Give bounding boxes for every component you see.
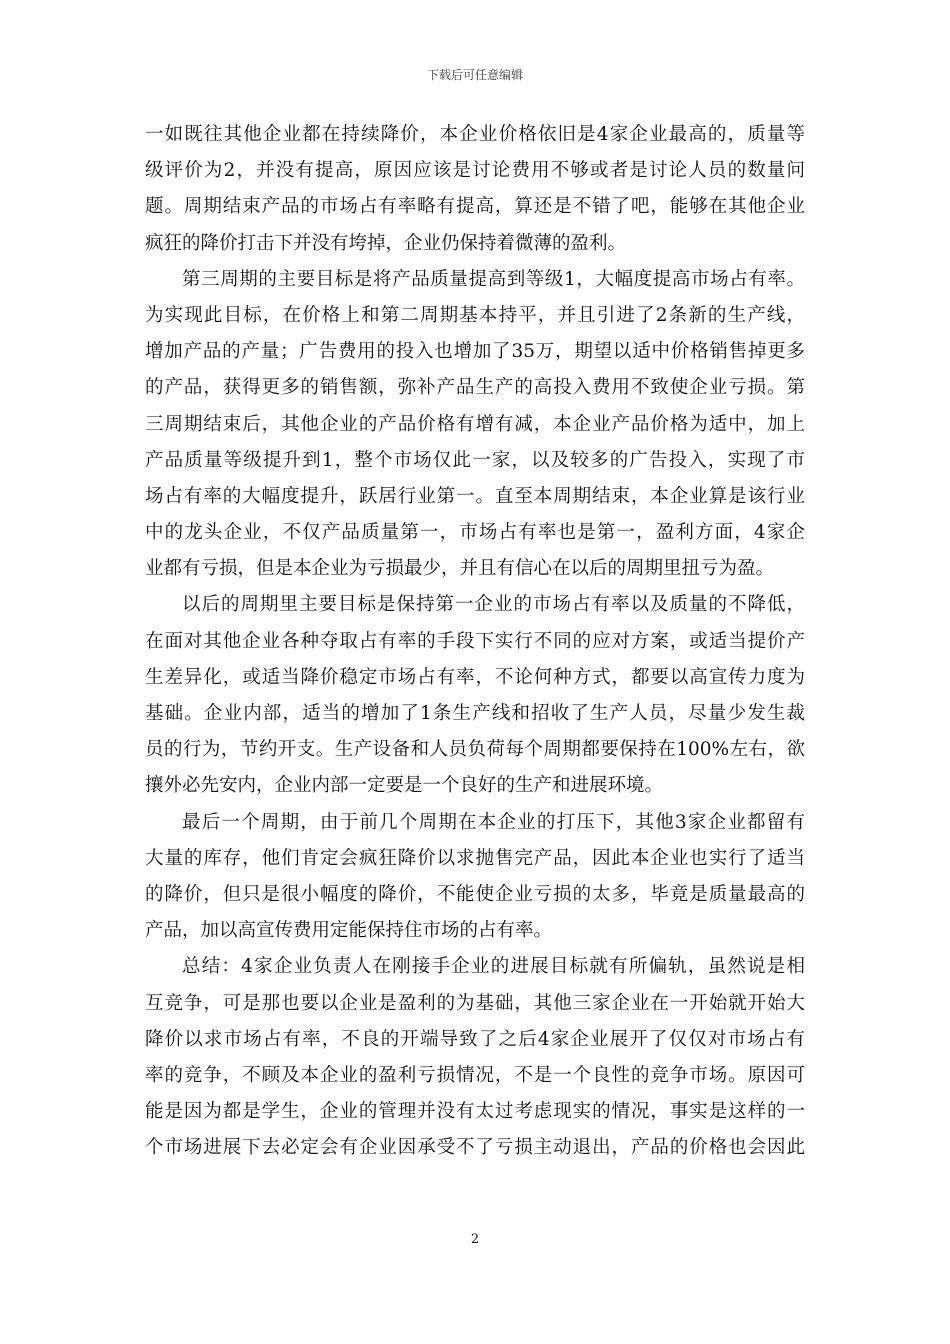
page-number: 2 [470,1232,480,1247]
text-line: 基础。企业内部，适当的增加了1条生产线和招收了生产人员，尽量少发生裁 [145,703,805,724]
text-line: 能是因为都是学生，企业的管理并没有太过考虑现实的情况，事实是这样的一 [145,1101,805,1123]
text-line: 的产品，获得更多的销售额，弥补产品生产的高投入费用不致使企业亏损。第 [145,377,805,399]
text-line: 第三周期的主要目标是将产品质量提高到等级1，大幅度提高市场占有率。 [182,268,805,290]
text-line: 产品质量等级提升到1，整个市场仅此一家，以及较多的广告投入，实现了市 [145,449,805,471]
paragraph [145,587,805,804]
text-line: 大量的库存，他们肯定会疯狂降价以求抛售完产品，因此本企业也实行了适当 [145,847,805,869]
text-line: 在面对其他企业各种夺取占有率的手段下实行不同的应对方案，或适当提价产 [145,630,805,652]
document-body [145,117,805,1166]
text-line: 以后的周期里主要目标是保持第一企业的市场占有率以及质量的不降低， [182,594,805,616]
paragraph [145,805,805,950]
text-line: 题。周期结束产品的市场占有率略有提高，算还是不错了吧，能够在其他企业 [145,196,805,218]
text-line: 级评价为2，并没有提高，原因应该是讨论费用不够或者是讨论人员的数量问 [145,160,805,182]
text-line: 中的龙头企业，不仅产品质量第一，市场占有率也是第一，盈利方面，4家企 [145,522,805,544]
paragraph [145,262,805,588]
text-line: 互竞争，可是那也要以企业是盈利的为基础，其他三家企业在一开始就开始大 [145,992,805,1014]
text-line: 产品，加以高宣传费用定能保持住市场的占有率。 [145,920,553,942]
text-line: 三周期结束后，其他企业的产品价格有增有减，本企业产品价格为适中，加上 [145,413,805,435]
text-line: 最后一个周期，由于前几个周期在本企业的打压下，其他3家企业都留有 [182,811,805,833]
text-line: 增加产品的产量；广告费用的投入也增加了35万，期望以适中价格销售掉更多 [145,341,805,363]
text-line: 场占有率的大幅度提升，跃居行业第一。直至本周期结束，本企业算是该行业 [145,485,805,507]
text-line: 疯狂的降价打击下并没有垮掉，企业仍保持着微薄的盈利。 [145,232,627,254]
text-line: 生差异化，或适当降价稳定市场占有率，不论何种方式，都要以高宣传力度为 [145,666,805,688]
text-line: 一如既往其他企业都在持续降价，本企业价格依旧是4家企业最高的，质量等 [145,124,805,145]
text-line: 为实现此目标，在价格上和第二周期基本持平，并且引进了2条新的生产线， [145,304,805,326]
text-line: 的降价，但只是很小幅度的降价，不能使企业亏损的太多，毕竟是质量最高的 [145,883,805,905]
text-line: 总结：4家企业负责人在刚接手企业的进展目标就有所偏轨，虽然说是相 [182,956,805,978]
text-line: 业都有亏损，但是本企业为亏损最少，并且有信心在以后的周期里扭亏为盈。 [145,558,775,580]
text-line: 率的竞争，不顾及本企业的盈利亏损情况，不是一个良性的竞争市场。原因可 [145,1064,805,1086]
text-line: 降价以求市场占有率，不良的开端导致了之后4家企业展开了仅仅对市场占有 [145,1028,805,1050]
paragraph [145,117,805,262]
paragraph [145,949,805,1166]
page-header: 下载后可任意编辑 [426,68,523,82]
text-line: 员的行为，节约开支。生产设备和人员负荷每个周期都要保持在100%左右，欲 [145,739,805,761]
text-line: 攘外必先安内，企业内部一定要是一个良好的生产和进展环境。 [145,775,664,797]
text-line: 个市场进展下去必定会有企业因承受不了亏损主动退出，产品的价格也会因此 [145,1137,805,1159]
